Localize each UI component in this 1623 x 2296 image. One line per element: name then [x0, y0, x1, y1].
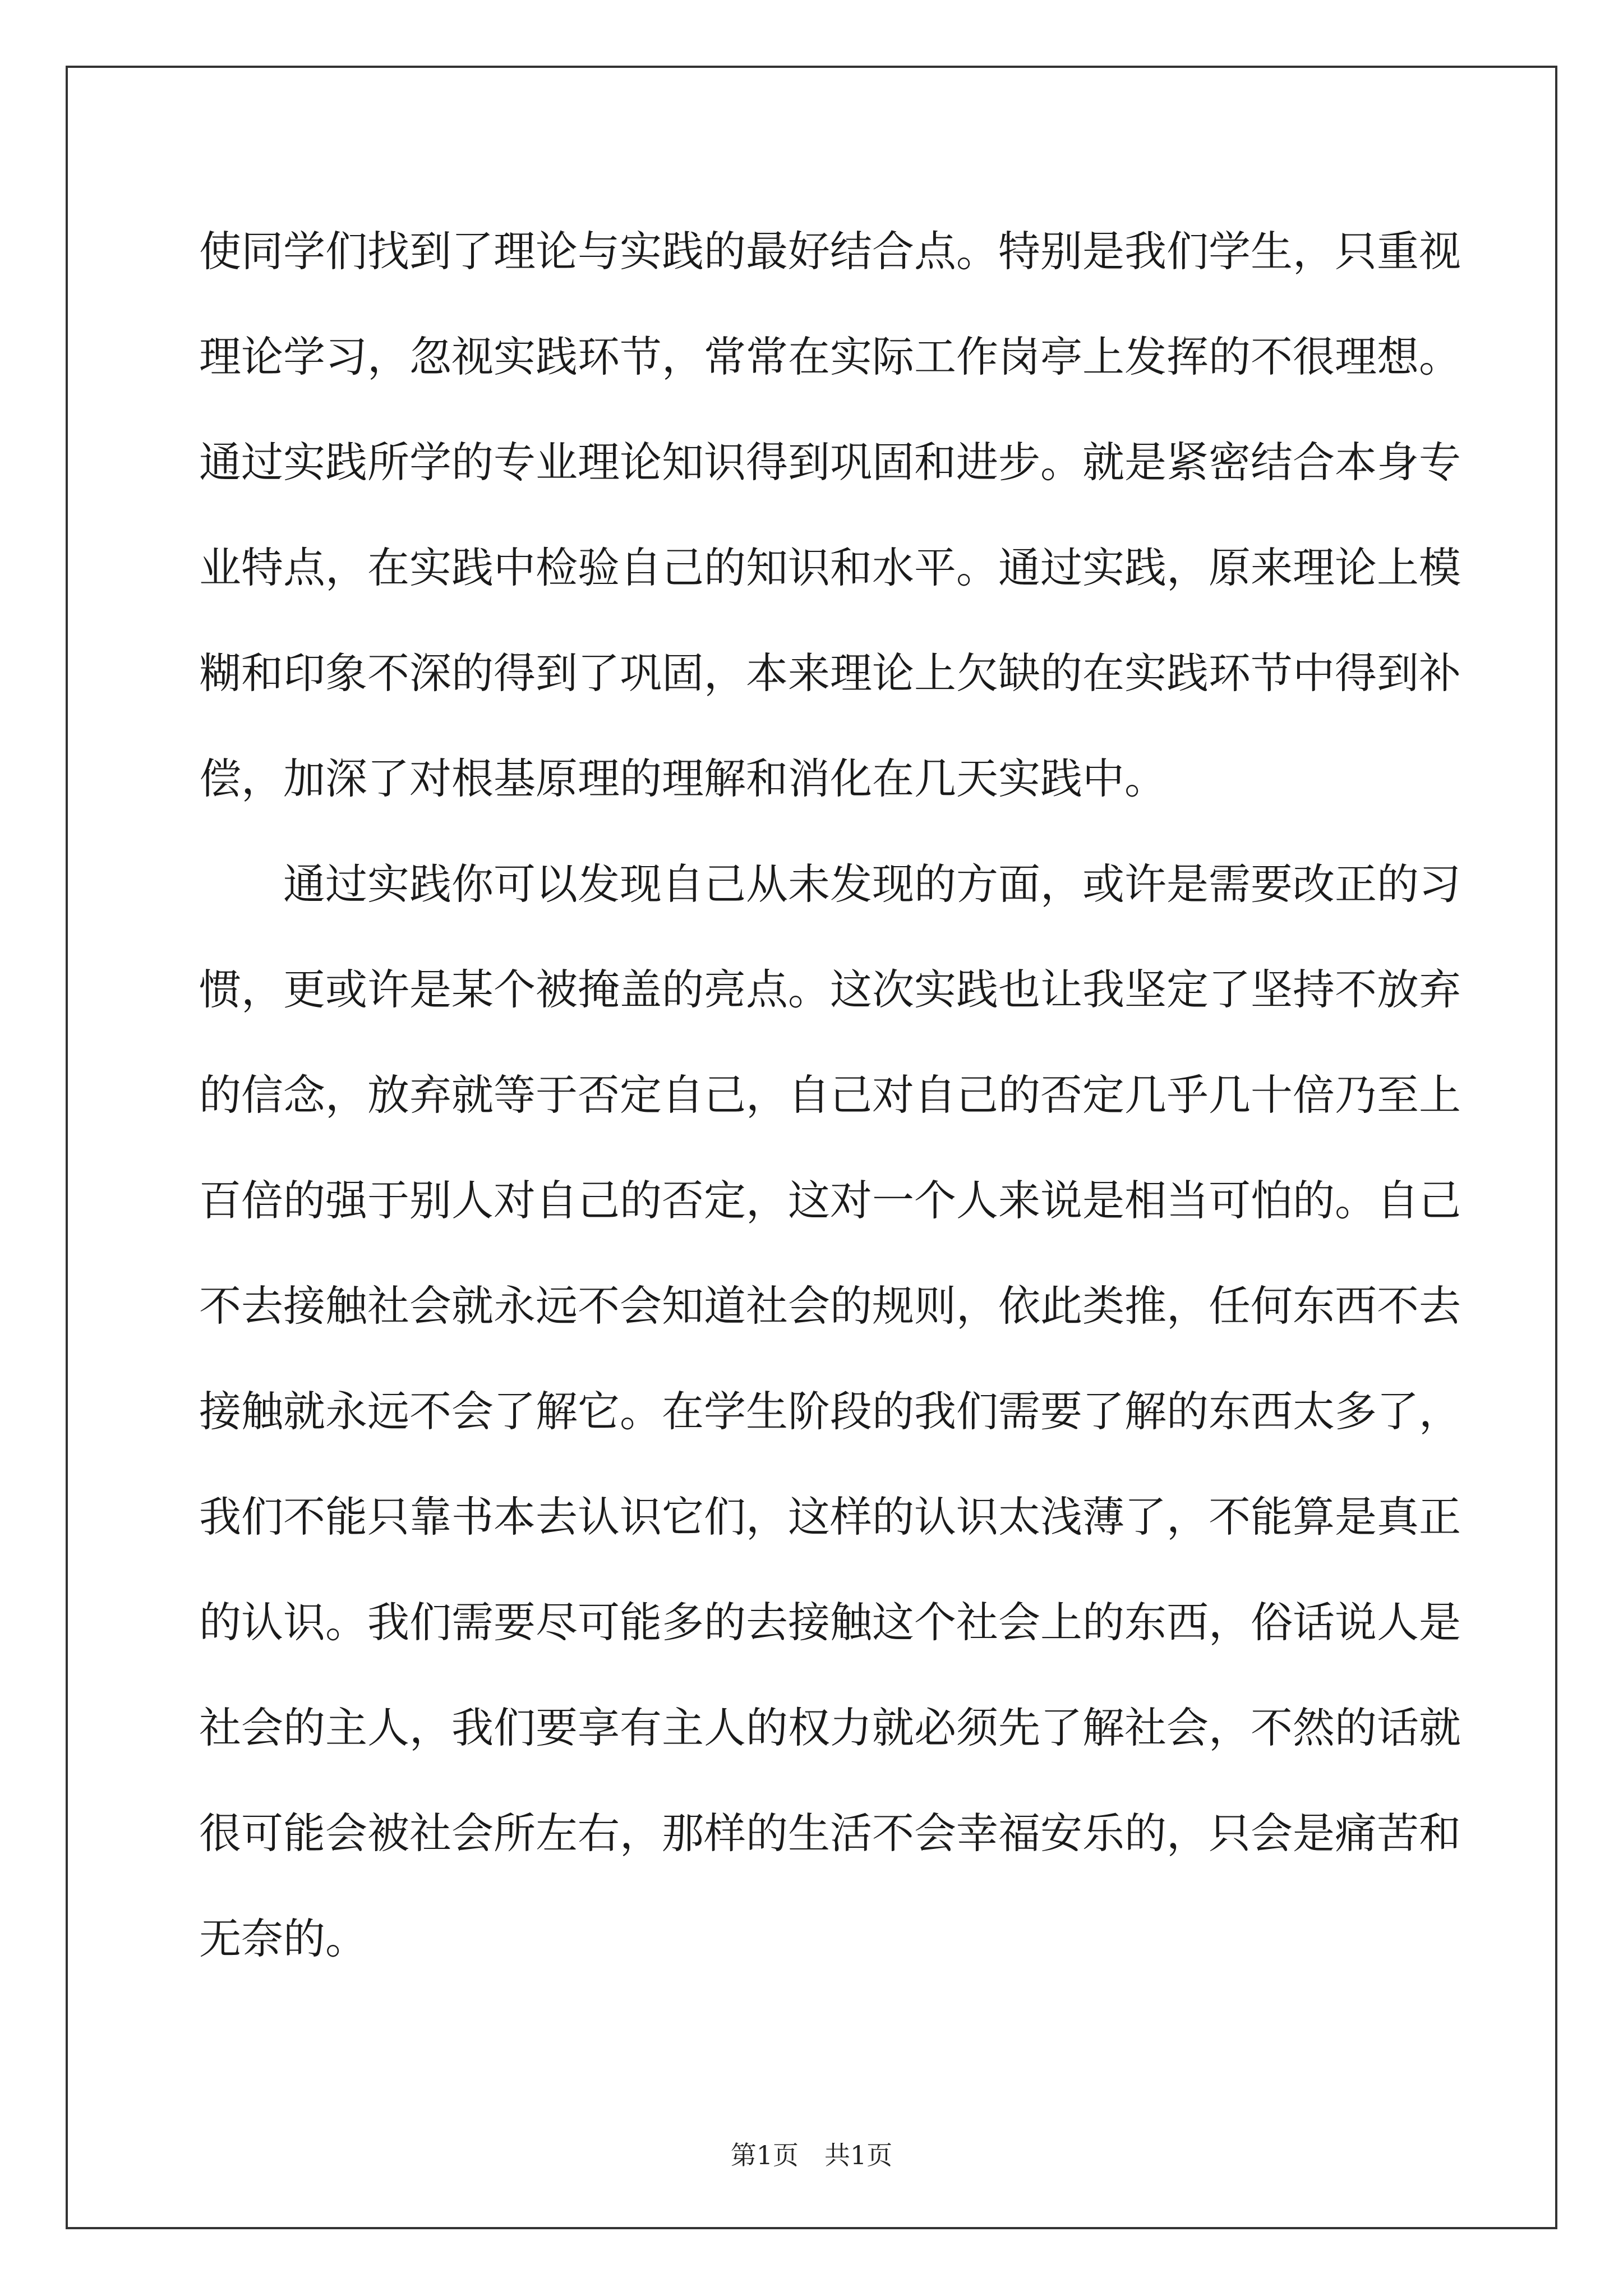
paragraph-1 [199, 209, 1461, 842]
text-line: 糊和印象不深的得到了巩固，本来理论上欠缺的在实践环节中得到补 [199, 648, 1461, 698]
text-line: 通过实践所学的专业理论知识得到巩固和进步。就是紧密结合本身专 [199, 438, 1461, 487]
text-line: 的认识。我们需要尽可能多的去接触这个社会上的东西，俗话说人是 [199, 1598, 1461, 1647]
text-line: 使同学们找到了理论与实践的最好结合点。特别是我们学生，只重视 [199, 227, 1461, 276]
text-line: 社会的主人，我们要享有主人的权力就必须先了解社会，不然的话就 [199, 1703, 1461, 1752]
text-line: 理论学习，忽视实践环节，常常在实际工作岗亭上发挥的不很理想。 [199, 332, 1461, 381]
paragraph-2 [199, 842, 1461, 2002]
document-body [199, 209, 1461, 2002]
page-number: 第1页 [730, 2140, 799, 2170]
text-line: 的信念，放弃就等于否定自己，自己对自己的否定几乎几十倍乃至上 [199, 1070, 1461, 1120]
text-line: 很可能会被社会所左右，那样的生活不会幸福安乐的，只会是痛苦和 [199, 1809, 1461, 1858]
text-line: 无奈的。 [199, 1914, 368, 1963]
text-line: 偿，加深了对根基原理的理解和消化在几天实践中。 [199, 754, 1167, 803]
text-line: 接触就永远不会了解它。在学生阶段的我们需要了解的东西太多了， [199, 1387, 1461, 1436]
text-line: 百倍的强于别人对自己的否定，这对一个人来说是相当可怕的。自己 [199, 1176, 1461, 1225]
text-line: 业特点，在实践中检验自己的知识和水平。通过实践，原来理论上模 [199, 543, 1461, 592]
text-line: 不去接触社会就永远不会知道社会的规则，依此类推，任何东西不去 [199, 1281, 1461, 1331]
page-total: 共1页 [824, 2140, 893, 2170]
page-footer [0, 2138, 1623, 2172]
text-line: 惯，更或许是某个被掩盖的亮点。这次实践也让我坚定了坚持不放弃 [199, 965, 1461, 1014]
text-line: 通过实践你可以发现自己从未发现的方面，或许是需要改正的习 [283, 859, 1461, 909]
text-line: 我们不能只靠书本去认识它们，这样的认识太浅薄了，不能算是真正 [199, 1492, 1461, 1542]
